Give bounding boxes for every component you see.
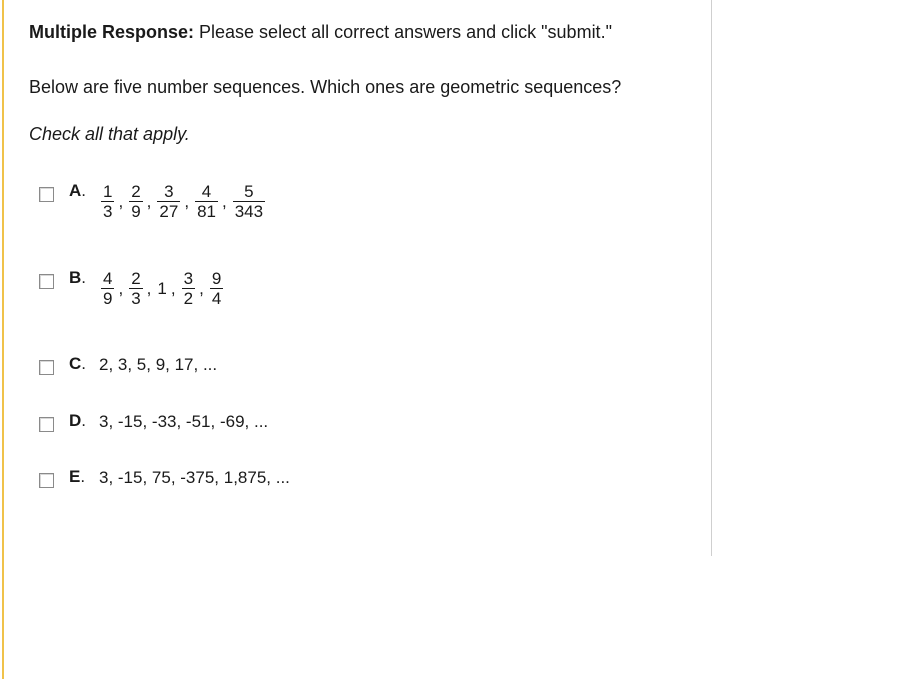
fraction [101, 182, 114, 221]
choice-d [39, 411, 268, 432]
denominator: 2 [183, 289, 194, 308]
choice-b-letter-dot: . [81, 268, 87, 287]
comma: , [199, 279, 204, 298]
choice-d-letter-dot: . [81, 411, 87, 430]
left-accent-rule [2, 0, 4, 679]
instructions [29, 22, 612, 43]
choice-a-letter [69, 181, 99, 201]
numerator: 1 [103, 182, 113, 201]
fraction [195, 182, 218, 221]
choice-e-letter-text: E [69, 467, 81, 486]
choice-a [39, 181, 267, 221]
question-text: Below are five number sequences. Which ones are geometric sequences? [29, 77, 622, 97]
choice-b-sequence [99, 269, 225, 308]
choice-a-letter-dot: . [81, 181, 87, 200]
fraction [182, 269, 195, 308]
fraction [210, 269, 223, 308]
denominator: 3 [131, 289, 141, 308]
comma: , [118, 192, 124, 211]
denominator: 3 [103, 202, 113, 221]
numerator: 3 [164, 182, 174, 201]
choice-e-letter-dot: . [80, 467, 86, 486]
choice-d-letter-text: D [69, 411, 82, 430]
numerator: 4 [201, 182, 212, 201]
choice-e-letter [69, 467, 99, 487]
choice-b [39, 268, 225, 308]
denominator: 9 [131, 202, 141, 221]
fraction [101, 269, 114, 308]
choice-a-sequence [99, 182, 267, 221]
choice-e-sequence: 3, -15, 75, -375, 1,875, ... [99, 468, 290, 487]
fraction [157, 182, 180, 221]
checkbox-c[interactable] [39, 360, 54, 375]
checkbox-d[interactable] [39, 417, 54, 432]
numerator: 9 [211, 269, 222, 288]
choice-c-letter-dot: . [81, 354, 87, 373]
whole-number-term: 1 [157, 279, 167, 298]
comma: , [146, 279, 152, 298]
choice-b-letter-text: B [69, 268, 82, 287]
choice-c-sequence: 2, 3, 5, 9, 17, ... [99, 355, 218, 374]
choice-c [39, 354, 217, 375]
hint-text: Check all that apply. [29, 124, 190, 144]
choice-a-letter-text: A [69, 181, 82, 200]
numerator: 4 [103, 269, 113, 288]
denominator: 27 [159, 202, 179, 221]
denominator: 4 [211, 289, 222, 308]
choice-c-letter [69, 354, 99, 374]
comma: , [146, 192, 152, 211]
numerator: 3 [183, 269, 194, 288]
comma: , [170, 279, 176, 298]
checkbox-a[interactable] [39, 187, 54, 202]
instructions-text: Please select all correct answers and click "submit." [194, 22, 612, 42]
numerator: 2 [131, 182, 141, 201]
checkbox-b[interactable] [39, 274, 54, 289]
comma: , [184, 192, 190, 211]
choice-c-letter-text: C [69, 354, 82, 373]
fraction [233, 182, 265, 221]
numerator: 5 [244, 182, 254, 201]
fraction [129, 269, 142, 308]
denominator: 343 [234, 202, 264, 221]
choice-b-letter [69, 268, 99, 288]
denominator: 9 [103, 289, 113, 308]
right-divider [711, 0, 712, 556]
choice-d-letter [69, 411, 99, 431]
comma: , [221, 192, 227, 211]
numerator: 2 [131, 269, 141, 288]
choice-d-sequence: 3, -15, -33, -51, -69, ... [99, 412, 269, 431]
checkbox-e[interactable] [39, 473, 54, 488]
instructions-bold: Multiple Response: [29, 22, 195, 42]
choice-e [39, 467, 290, 488]
comma: , [118, 279, 124, 298]
fraction [129, 182, 142, 221]
denominator: 81 [197, 202, 216, 221]
